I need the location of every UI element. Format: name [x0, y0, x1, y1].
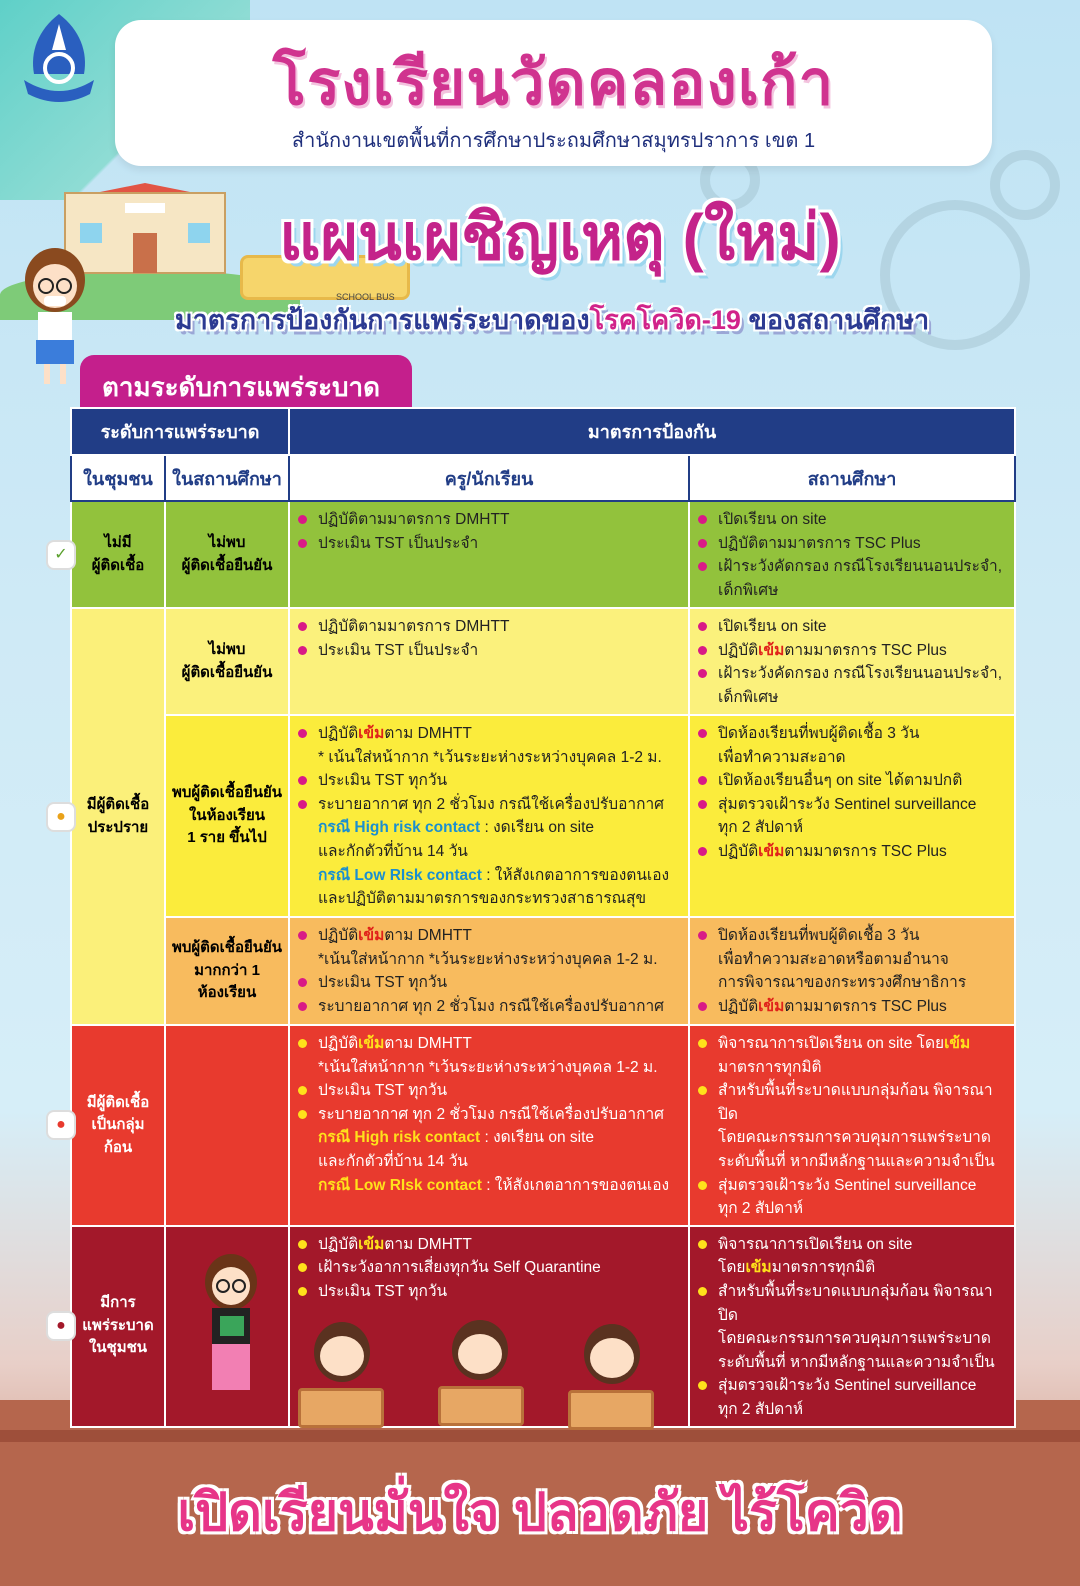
- list-item: ประเมิน TST ทุกวัน: [296, 1280, 680, 1304]
- list-item: ปฏิบัติเข้มตาม DMHTT: [296, 722, 680, 746]
- student-face: [458, 1334, 502, 1374]
- list-item: ระบายอากาศ ทุก 2 ชั่วโมง กรณีใช้เครื่องปรับอากาศ: [296, 793, 680, 817]
- slogan: เปิดเรียนมั่นใจ ปลอดภัย ไร้โควิด: [177, 1484, 903, 1542]
- list-item: เปิดเรียน on site: [696, 508, 1006, 532]
- header-measures: มาตรการป้องกัน: [289, 408, 1015, 455]
- list-sub-text: โดยเข้มมาตรการทุกมิติ: [718, 1259, 876, 1277]
- table-row: [71, 715, 1015, 917]
- table-row: [71, 917, 1015, 1025]
- community-level: ● มีผู้ติดเชื้อ ประปราย: [71, 608, 165, 1025]
- list-item: สำหรับพื้นที่ระบาดแบบกลุ่มก้อน พิจารณาปิด: [696, 1280, 1006, 1327]
- list-item: ประเมิน TST ทุกวัน: [296, 769, 680, 793]
- list-item: ปฏิบัติเข้มตามมาตรการ TSC Plus: [696, 639, 1006, 663]
- list-item: สุ่มตรวจเฝ้าระวัง Sentinel surveillance: [696, 1374, 1006, 1398]
- spread-icon: ●: [46, 1311, 76, 1341]
- school-level: ไม่พบ ผู้ติดเชื้อยืนยัน: [165, 608, 289, 715]
- list-item: ประเมิน TST เป็นประจำ: [296, 639, 680, 663]
- list-sub-text: เพื่อทำความสะอาด: [718, 748, 846, 766]
- low-risk-note: กรณี Low RIsk contact : ให้สังเกตอาการของตนเอง: [318, 866, 670, 884]
- teacher-measures: [289, 608, 689, 715]
- list-item: ปฏิบัติเข้มตาม DMHTT: [296, 1233, 680, 1257]
- header-card: [115, 20, 992, 166]
- list-sub-text: และกักตัวที่บ้าน 14 วัน: [318, 842, 468, 860]
- list-sub-text: โดยคณะกรรมการควบคุมการแพร่ระบาด: [718, 1330, 991, 1348]
- list-sub-text: มาตรการทุกมิติ: [718, 1058, 822, 1076]
- student-face: [320, 1336, 364, 1376]
- list-item: สำหรับพื้นที่ระบาดแบบกลุ่มก้อน พิจารณาปิด: [696, 1079, 1006, 1126]
- list-sub-text: *เน้นใส่หน้ากาก *เว้นระยะห่างระหว่างบุคคล 1-2 ม.: [318, 1058, 658, 1076]
- institution-measures: [689, 715, 1015, 917]
- desk-illustration: [298, 1388, 384, 1428]
- virus-decoration: [990, 150, 1060, 220]
- table-row: [71, 608, 1015, 715]
- list-sub-text: โดยคณะกรรมการควบคุมการแพร่ระบาด: [718, 1129, 991, 1147]
- school-level: พบผู้ติดเชื้อยืนยัน ในห้องเรียน 1 ราย ขึ้นไป: [165, 715, 289, 917]
- list-item: ระบายอากาศ ทุก 2 ชั่วโมง กรณีใช้เครื่องปรับอากาศ: [296, 1103, 680, 1127]
- institution-measures: [689, 1025, 1015, 1226]
- office-name: สำนักงานเขตพื้นที่การศึกษาประถมศึกษาสมุทรปราการ เขต 1: [291, 130, 816, 152]
- tab-spread-level: ตามระดับการแพร่ระบาด: [80, 355, 412, 413]
- check-icon: ✓: [46, 540, 76, 570]
- list-item: พิจารณาการเปิดเรียน on site: [696, 1233, 1006, 1257]
- list-item: เฝ้าระวังคัดกรอง กรณีโรงเรียนนอนประจำ, เด็กพิเศษ: [696, 662, 1006, 709]
- plan-subtitle: [114, 298, 990, 341]
- floor-line: [0, 1430, 1080, 1442]
- desk-illustration: [568, 1390, 654, 1430]
- list-item: เฝ้าระวังอาการเสี่ยงทุกวัน Self Quarantine: [296, 1256, 680, 1280]
- list-item: สุ่มตรวจเฝ้าระวัง Sentinel surveillance: [696, 1174, 1006, 1198]
- list-sub-text: * เน้นใส่หน้ากาก *เว้นระยะห่างระหว่างบุคคล 1-2 ม.: [318, 748, 662, 766]
- header-school: ในสถานศึกษา: [165, 455, 289, 501]
- header-teacher-student: ครู/นักเรียน: [289, 455, 689, 501]
- teacher-measures: [289, 917, 689, 1025]
- list-item: ปฏิบัติเข้มตามมาตรการ TSC Plus: [696, 840, 1006, 864]
- desk-illustration: [438, 1386, 524, 1426]
- teacher-measures: [289, 715, 689, 917]
- school-name: โรงเรียนวัดคลองเก้า: [272, 49, 835, 118]
- list-item: เปิดห้องเรียนอื่นๆ on site ได้ตามปกติ: [696, 769, 1006, 793]
- community-level: ● มีการ แพร่ระบาด ในชุมชน: [71, 1226, 165, 1427]
- list-item: สุ่มตรวจเฝ้าระวัง Sentinel surveillance: [696, 793, 1006, 817]
- list-sub-text: ทุก 2 สัปดาห์: [718, 1400, 804, 1418]
- school-level: [165, 1025, 289, 1226]
- high-risk-note: กรณี High risk contact : งดเรียน on site: [318, 819, 594, 837]
- list-sub-text: ทุก 2 สัปดาห์: [718, 819, 804, 837]
- group-icon: ●: [46, 1110, 76, 1140]
- institution-measures: [689, 501, 1015, 608]
- institution-measures: [689, 1226, 1015, 1427]
- header-level: ระดับการแพร่ระบาด: [71, 408, 289, 455]
- list-item: ประเมิน TST ทุกวัน: [296, 971, 680, 995]
- list-item: เปิดเรียน on site: [696, 615, 1006, 639]
- list-item: ปฏิบัติเข้มตามมาตรการ TSC Plus: [696, 995, 1006, 1019]
- list-item: ปิดห้องเรียนที่พบผู้ติดเชื้อ 3 วัน: [696, 924, 1006, 948]
- low-risk-note: กรณี Low RIsk contact : ให้สังเกตอาการของตนเอง: [318, 1176, 670, 1194]
- list-item: ปฏิบัติตามมาตรการ DMHTT: [296, 508, 680, 532]
- list-item: ประเมิน TST เป็นประจำ: [296, 532, 680, 556]
- list-item: ปฏิบัติตามมาตรการ DMHTT: [296, 615, 680, 639]
- list-item: ประเมิน TST ทุกวัน: [296, 1079, 680, 1103]
- header-institution: สถานศึกษา: [689, 455, 1015, 501]
- list-item: ปฏิบัติเข้มตาม DMHTT: [296, 1032, 680, 1056]
- institution-measures: [689, 917, 1015, 1025]
- list-sub-text: และกักตัวที่บ้าน 14 วัน: [318, 1152, 468, 1170]
- community-level: ● มีผู้ติดเชื้อ เป็นกลุ่ม ก้อน: [71, 1025, 165, 1226]
- people-icon: ●: [46, 802, 76, 832]
- high-risk-note: กรณี High risk contact : งดเรียน on site: [318, 1129, 594, 1147]
- list-item: ปิดห้องเรียนที่พบผู้ติดเชื้อ 3 วัน: [696, 722, 1006, 746]
- header-community: ในชุมชน: [71, 455, 165, 501]
- list-item: พิจารณาการเปิดเรียน on site โดยเข้ม: [696, 1032, 1006, 1056]
- list-sub-text: และปฏิบัติตามมาตรการของกระทรวงสาธารณสุข: [318, 890, 647, 908]
- teacher-illustration: [196, 1250, 266, 1400]
- list-sub-text: ระดับพื้นที่ หากมีหลักฐานและความจำเป็น: [718, 1353, 995, 1371]
- subtitle-part2: ของสถานศึกษา: [740, 305, 930, 335]
- plan-title: แผนเผชิญเหตุ (ใหม่): [279, 201, 841, 273]
- list-sub-text: ระดับพื้นที่ หากมีหลักฐานและความจำเป็น: [718, 1152, 995, 1170]
- list-sub-text: *เน้นใส่หน้ากาก *เว้นระยะห่างระหว่างบุคคล 1-2 ม.: [318, 950, 658, 968]
- school-level: ไม่พบ ผู้ติดเชื้อยืนยัน: [165, 501, 289, 608]
- teacher-measures: [289, 1025, 689, 1226]
- school-level: พบผู้ติดเชื้อยืนยัน มากกว่า 1 ห้องเรียน: [165, 917, 289, 1025]
- teacher-measures: [289, 501, 689, 608]
- table-row: [71, 501, 1015, 608]
- list-sub-text: เพื่อทำความสะอาดหรือตามอำนาจ: [718, 950, 949, 968]
- list-sub-text: ทุก 2 สัปดาห์: [718, 1200, 804, 1218]
- list-item: ปฏิบัติเข้มตาม DMHTT: [296, 924, 680, 948]
- school-logo: [18, 10, 100, 106]
- subtitle-highlight: โรคโควิด-19: [589, 305, 741, 335]
- bus-label: SCHOOL BUS: [336, 292, 395, 302]
- list-item: เฝ้าระวังคัดกรอง กรณีโรงเรียนนอนประจำ, เด็กพิเศษ: [696, 555, 1006, 602]
- student-face: [590, 1338, 634, 1378]
- table-row: [71, 1025, 1015, 1226]
- institution-measures: [689, 608, 1015, 715]
- list-item: ระบายอากาศ ทุก 2 ชั่วโมง กรณีใช้เครื่องปรับอากาศ: [296, 995, 680, 1019]
- subtitle-part1: มาตรการป้องกันการแพร่ระบาดของ: [174, 305, 590, 335]
- list-item: ปฏิบัติตามมาตรการ TSC Plus: [696, 532, 1006, 556]
- list-sub-text: การพิจารณาของกระทรวงศึกษาธิการ: [718, 974, 967, 992]
- community-level: ✓ ไม่มี ผู้ติดเชื้อ: [71, 501, 165, 608]
